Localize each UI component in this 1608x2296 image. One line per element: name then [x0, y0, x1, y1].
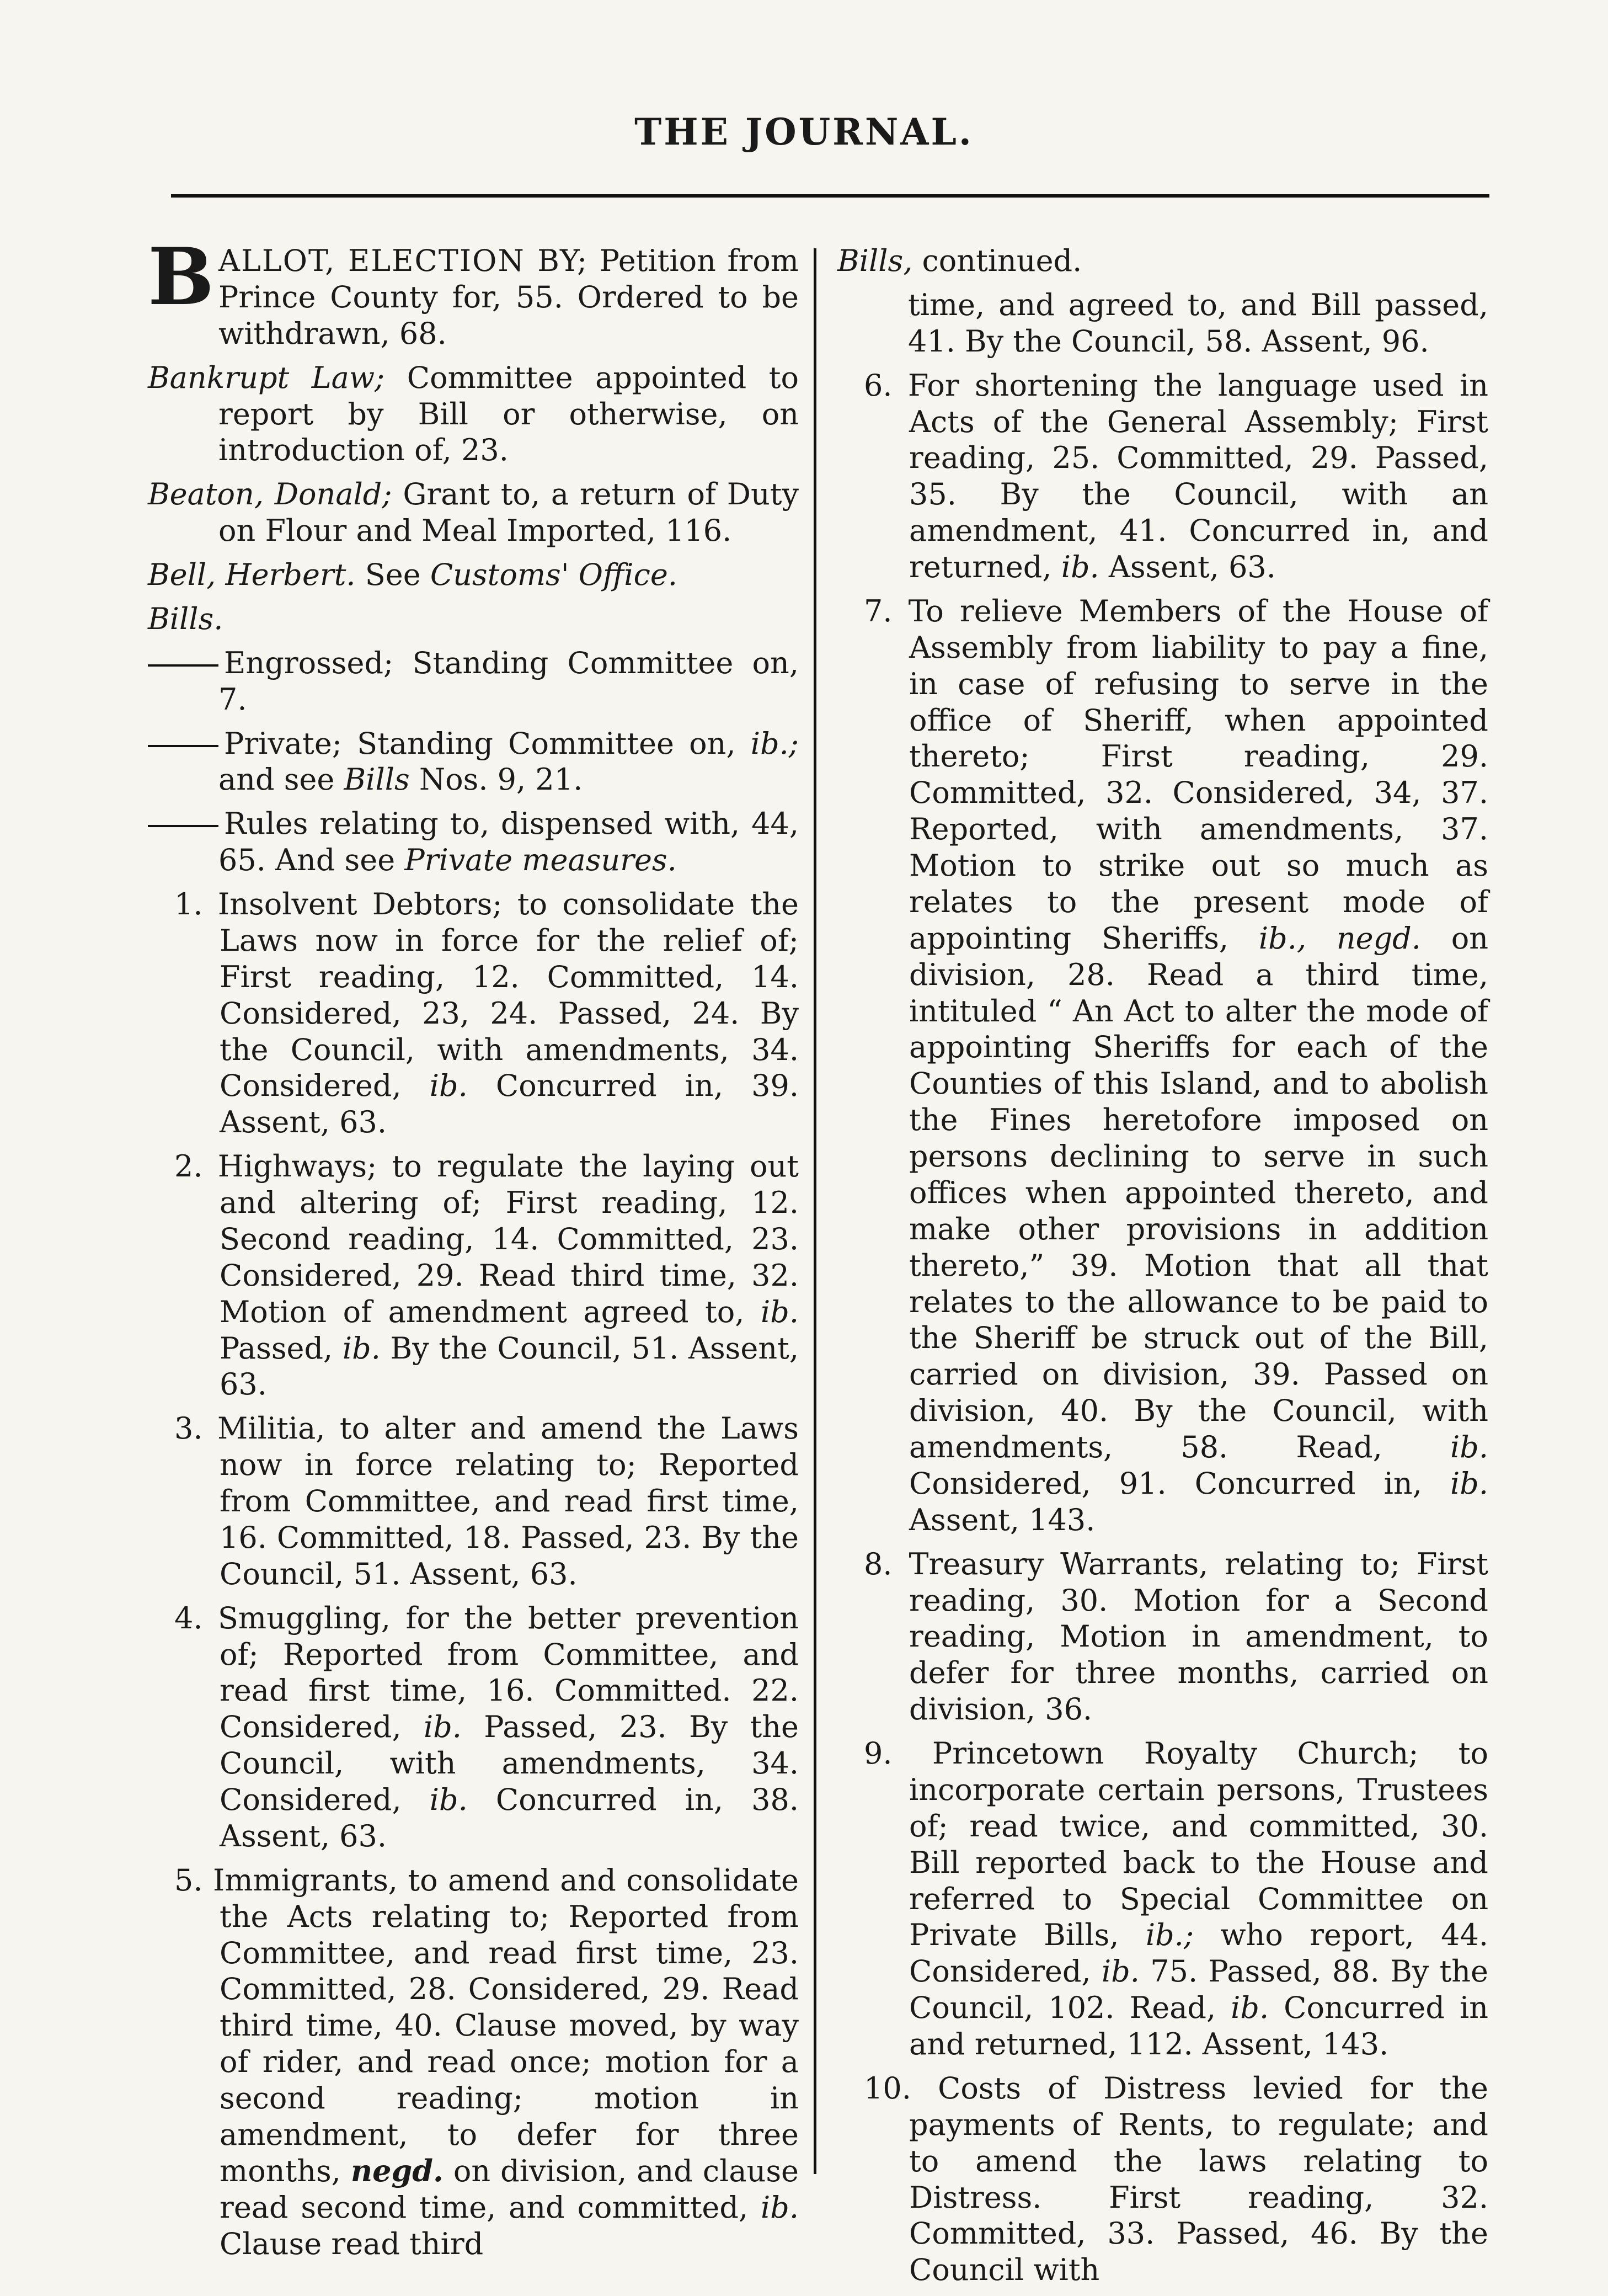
bill-number: 2.: [174, 1149, 203, 1184]
entry-text: Insolvent Debtors; to consolidate the Laws now in force for the relief of; First reading, 12. Committed, 14. Considered, 23, 24. Passed, 24. By the Council, with amendments, 34. Considered,: [217, 887, 799, 1104]
entry-text: Considered, 91. Concurred in,: [909, 1466, 1450, 1501]
entry-text: Nos. 9, 21.: [409, 762, 583, 797]
entry-text: who report, 44. Considered,: [909, 1917, 1488, 1989]
entry-text: Petition from Prince County for, 55. Ordered to be withdrawn, 68.: [218, 243, 799, 351]
entry-text: and see: [218, 762, 344, 797]
subentry-engrossed: [148, 645, 799, 718]
entry-term: Bankrupt Law;: [148, 360, 385, 395]
bill-number: 8.: [864, 1546, 893, 1581]
continued-heading: [837, 243, 1488, 279]
bill-entry-5: [148, 1862, 799, 2262]
bill-number: 6.: [864, 367, 893, 403]
dash-mark: [148, 745, 218, 747]
entry-bell: [148, 557, 799, 593]
bill-entry-6: [837, 367, 1488, 585]
ibid: ib.;: [750, 726, 799, 761]
entry-text: Smuggling, for the better prevention of; Reported from Committee, and read first time, 16. Committed. 22. Considered,: [217, 1600, 799, 1745]
ibid: ib.: [342, 1330, 381, 1366]
ibid: ib.;: [1145, 1917, 1194, 1953]
page-title: THE JOURNAL.: [634, 110, 974, 153]
entry-text: Treasury Warrants, relating to; First reading, 30. Motion for a Second reading, Motion in amendment, to defer for three months, carried on division, 36.: [909, 1546, 1488, 1727]
ibid: ib.: [1061, 550, 1099, 584]
ibid: ib.: [423, 1709, 462, 1745]
subentry-private: [148, 726, 799, 798]
entry-term: Bills.: [148, 601, 223, 636]
bill-number: 3.: [174, 1411, 203, 1446]
entry-term: Bills,: [837, 243, 913, 278]
entry-text: Concurred in, 38. Assent, 63.: [220, 1782, 799, 1853]
header-rule: [171, 194, 1489, 198]
entry-text: Highways; to regulate the laying out and altering of; First reading, 12. Second reading, 14. Committed, 23. Considered, 29. Read third time, 32. Motion of amendment agreed to,: [217, 1149, 799, 1329]
cross-reference: Bills: [344, 762, 410, 797]
entry-text: Grant to, a return of Duty on Flour and Meal Imported, 116.: [218, 477, 799, 548]
bill-entry-9: [837, 1735, 1488, 2063]
entry-text: For shortening the language used in Acts of the General Assembly; First reading, 25. Committed, 29. Passed, 35. By the Council, with an amendment, 41. Concurred in, and returned,: [907, 367, 1488, 584]
bill-number: 5.: [174, 1862, 203, 1898]
bill-number: 9.: [864, 1736, 893, 1771]
entry-term: Bell, Herbert.: [148, 557, 356, 592]
entry-text: Concurred in, 39. Assent, 63.: [220, 1068, 799, 1140]
bill-number: 4.: [174, 1600, 203, 1636]
entry-text: on division, 28. Read a third time, intituled “ An Act to alter the mode of appointing Sheriffs for each of the Counties of this Island, and to abolish the Fines heretofore imposed on persons declining to serve in such offices when appointed thereto, and make other provisions in addition thereto,” 39. Motion that all that relates to the allowance to be paid to the Sheriff be struck out of the Bill, carried on division, 39. Passed on division, 40. By the Council, with amendments, 58. Read,: [909, 920, 1488, 1464]
bill-entry-1: [148, 886, 799, 1141]
entry-text: Immigrants, to amend and consolidate the Acts relating to; Reported from Committee, and read first time, 23. Committed, 28. Considered, 29. Read third time, 40. Clause moved, by way of rider, and read once; motion for a second reading; motion in amendment, to defer for three months,: [213, 1862, 799, 2188]
entry-text: To relieve Members of the House of Assembly from liability to pay a fine, in case of refusing to serve in the office of Sheriff, when appointed thereto; First reading, 29. Committed, 32. Considered, 34, 37. Reported, with amendments, 37. Motion to strike out so much as relates to the present mode of appointing Sheriffs,: [908, 593, 1488, 956]
negatived: negd.: [350, 2153, 444, 2188]
bill-entry-10: [837, 2070, 1488, 2288]
dash-mark: [148, 664, 218, 667]
entry-text: Militia, to alter and amend the Laws now in force relating to; Reported from Committee, and read first time, 16. Committed, 18. Passed, 23. By the Council, 51. Assent, 63.: [217, 1411, 799, 1591]
cross-reference: Private measures.: [404, 843, 677, 878]
entry-text: See: [355, 557, 430, 592]
entry-text: Rules relating to, dispensed with, 44, 65. And see: [218, 806, 799, 878]
bill-number: 1.: [174, 887, 203, 921]
bill-entry-7: [837, 593, 1488, 1538]
entry-text: Passed,: [220, 1330, 343, 1366]
entry-heading: ALLOT, ELECTION BY;: [218, 243, 589, 278]
entry-text: By the Council, 51. Assent, 63.: [220, 1330, 799, 1402]
entry-text: Assent, 63.: [1099, 550, 1276, 584]
ibid: ib.,: [1258, 920, 1307, 956]
bill-number: 7.: [864, 593, 893, 628]
ibid: ib.: [760, 1294, 799, 1329]
entry-ballot: [148, 231, 799, 352]
entry-text: continued.: [912, 243, 1082, 278]
entry-bankrupt-law: [148, 360, 799, 469]
bill-entry-5-continued: [837, 287, 1488, 360]
ibid: ib.: [1231, 1990, 1269, 2026]
column-divider: [814, 248, 816, 2174]
entry-text: Concurred in and returned, 112. Assent, 143.: [909, 1990, 1488, 2061]
entry-text: Princetown Royalty Church; to incorporate certain persons, Trustees of; read twice, and committed, 30. Bill reported back to the House and referred to Special Committee on Private Bills,: [909, 1736, 1488, 1953]
entry-text: Committee appointed to report by Bill or otherwise, on introduction of, 23.: [218, 360, 799, 468]
bill-entry-3: [148, 1410, 799, 1592]
bill-entry-4: [148, 1600, 799, 1855]
entry-text: on division, and clause read second time, and committed,: [220, 2153, 799, 2225]
entry-bills: [148, 601, 799, 637]
entry-beaton: [148, 476, 799, 549]
entry-text: Assent, 143.: [909, 1502, 1096, 1537]
ibid: ib.: [1450, 1430, 1488, 1464]
ibid: ib.: [429, 1068, 468, 1104]
ibid: ib.: [1101, 1954, 1140, 1989]
entry-text: Engrossed; Standing Committee on, 7.: [218, 645, 799, 717]
ibid: ib.: [1450, 1466, 1488, 1501]
negatived: negd.: [1306, 920, 1421, 956]
bill-number: 10.: [864, 2070, 911, 2106]
subentry-rules: [148, 806, 799, 878]
ibid: ib.: [760, 2190, 799, 2225]
entry-text: Clause read third: [220, 2226, 484, 2261]
ibid: ib.: [429, 1782, 468, 1817]
entry-text: Passed, 23. By the Council, with amendments, 34. Considered,: [220, 1709, 799, 1817]
bill-entry-8: [837, 1546, 1488, 1728]
right-column: [837, 243, 1488, 2296]
dash-mark: [148, 825, 218, 827]
left-column: [148, 231, 799, 2270]
bill-entry-2: [148, 1148, 799, 1403]
entry-term: Beaton, Donald;: [148, 477, 392, 512]
entry-text: time, and agreed to, and Bill passed, 41. By the Council, 58. Assent, 96.: [908, 287, 1488, 359]
entry-text: 75. Passed, 88. By the Council, 102. Read,: [909, 1954, 1489, 2026]
cross-reference: Customs' Office.: [430, 557, 677, 592]
entry-text: Costs of Distress levied for the payments of Rents, to regulate; and to amend the laws relating to Distress. First reading, 32. Committed, 33. Passed, 46. By the Council with: [909, 2070, 1488, 2288]
drop-cap: B: [148, 231, 215, 323]
entry-text: Private; Standing Committee on,: [224, 726, 751, 761]
